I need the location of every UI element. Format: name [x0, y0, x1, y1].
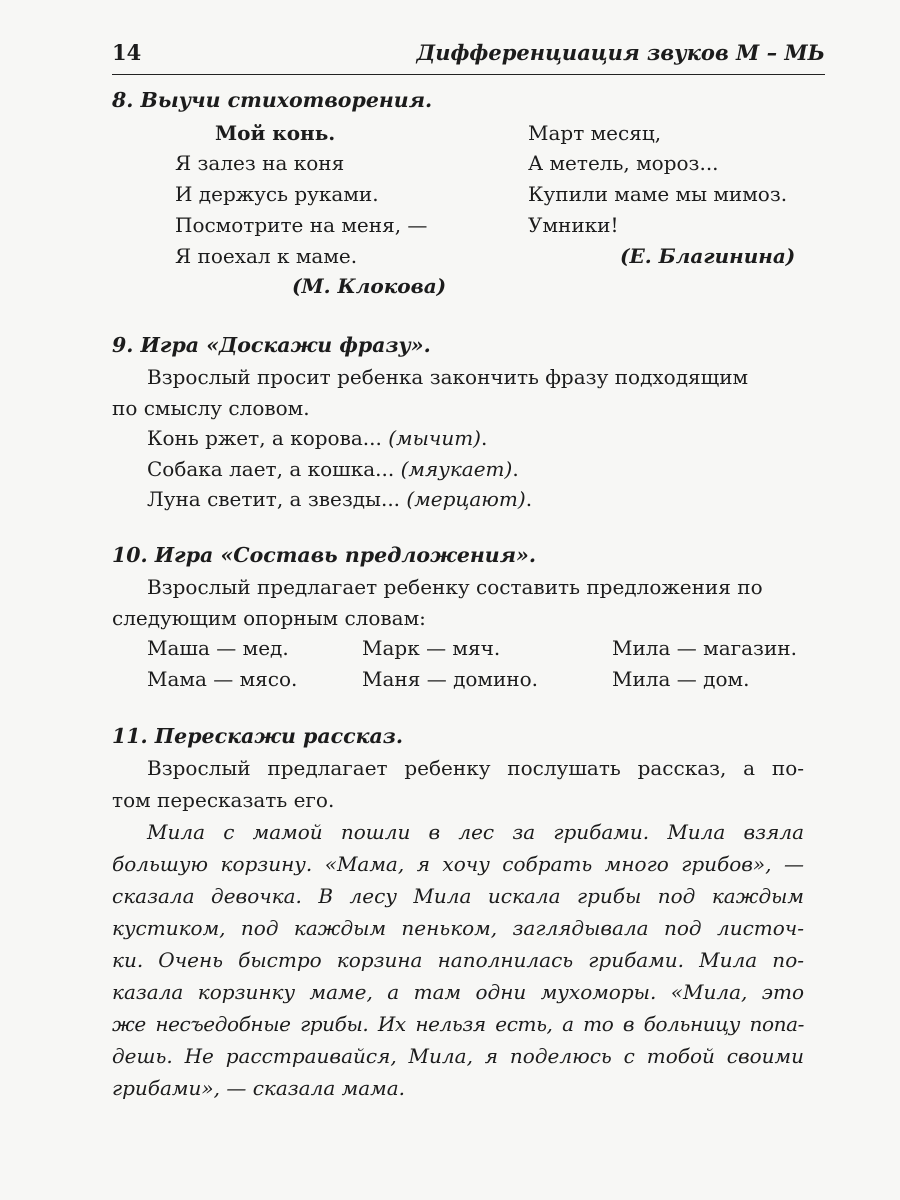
phrase-answer: (мяукает) [400, 457, 513, 481]
task-8-title: 8. Выучи стихотворения. [112, 88, 433, 112]
story-line: большую корзину. «Мама, я хочу собрать много грибов», — [112, 852, 804, 876]
story-line: дешь. Не расстраивайся, Мила, я поделюсь с тобой своими [112, 1044, 804, 1068]
word-pair: Мама — мясо. [147, 667, 298, 691]
poem-1-line: Я залез на коня [175, 151, 345, 175]
task-11-instruction: том пересказать его. [112, 788, 335, 812]
story-line: ки. Очень быстро корзина наполнилась грибами. Мила по- [112, 948, 804, 972]
task-9-title: 9. Игра «Доскажи фразу». [112, 333, 431, 357]
story-line: кустиком, под каждым пеньком, заглядывала под листоч- [112, 916, 804, 940]
running-title: Дифференциация звуков М – МЬ [416, 40, 825, 65]
poem-1-line: И держусь руками. [175, 182, 379, 206]
story-line: казала корзинку маме, а там одни мухоморы. «Мила, это [112, 980, 804, 1004]
word-pair: Маша — мед. [147, 636, 289, 660]
page-header [112, 38, 825, 75]
word-pair: Мила — дом. [612, 667, 750, 691]
task-10-instruction: Взрослый предлагает ребенку составить предложения по [147, 575, 763, 599]
phrase-item: Конь ржет, а корова... (мычит). [147, 426, 488, 450]
phrase-answer: (мычит) [388, 426, 481, 450]
poem-2-line: Купили маме мы мимоз. [528, 182, 788, 206]
poem-2-line: А метель, мороз... [528, 151, 719, 175]
poem-1-author: (М. Клокова) [292, 274, 447, 298]
word-pair: Марк — мяч. [362, 636, 501, 660]
poem-2-author: (Е. Благинина) [620, 244, 796, 268]
page-number: 14 [112, 40, 142, 65]
task-9-instruction: по смыслу словом. [112, 396, 310, 420]
task-9-instruction: Взрослый просит ребенка закончить фразу подходящим [147, 365, 749, 389]
word-pair: Маня — домино. [362, 667, 539, 691]
task-11-instruction: Взрослый предлагает ребенку послушать рассказ, а по- [147, 756, 804, 780]
phrase-item: Луна светит, а звезды... (мерцают). [147, 487, 533, 511]
phrase-item: Собака лает, а кошка... (мяукает). [147, 457, 519, 481]
task-10-title: 10. Игра «Составь предложения». [112, 543, 536, 567]
poem-1-line: Посмотрите на меня, — [175, 213, 428, 237]
task-10-instruction: следующим опорным словам: [112, 606, 426, 630]
word-pair: Мила — магазин. [612, 636, 797, 660]
poem-1-title: Мой конь. [215, 121, 336, 145]
poem-1-line: Я поехал к маме. [175, 244, 358, 268]
story-line: Мила с мамой пошли в лес за грибами. Мила взяла [147, 820, 804, 844]
phrase-answer: (мерцают) [406, 487, 526, 511]
story-line: же несъедобные грибы. Их нельзя есть, а то в больницу попа- [112, 1012, 804, 1036]
task-11-title: 11. Перескажи рассказ. [112, 724, 403, 748]
story-line: грибами», — сказала мама. [112, 1076, 405, 1100]
story-line: сказала девочка. В лесу Мила искала грибы под каждым [112, 884, 804, 908]
poem-2-line: Март месяц, [528, 121, 662, 145]
poem-2-line: Умники! [528, 213, 619, 237]
